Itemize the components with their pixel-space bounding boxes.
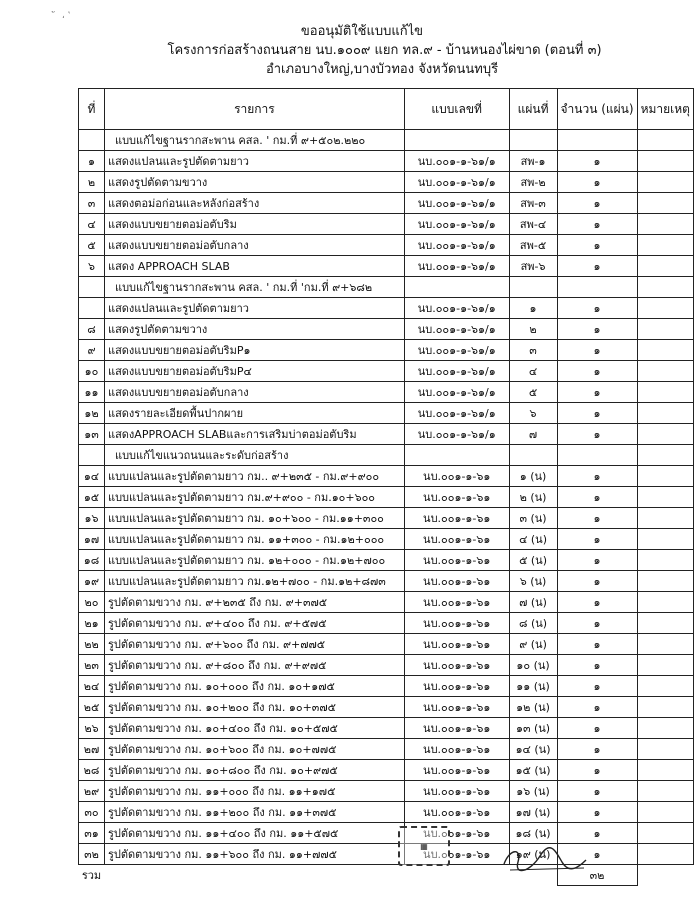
- row-drawing-code: นบ.๐๐๑-๑-๖๑/๑: [404, 298, 509, 319]
- row-number: ๒๒: [79, 634, 105, 655]
- row-drawing-code: นบ.๐๐๑-๑-๖๑/๑: [404, 214, 509, 235]
- row-quantity: [557, 130, 637, 151]
- row-drawing-code: นบ.๐๐๑-๑-๖๑/๑: [404, 172, 509, 193]
- row-sheet-no: ๗ (น): [509, 592, 557, 613]
- row-item: รูปตัดตามขวาง กม. ๑๑+๐๐๐ ถึง กม. ๑๑+๑๗๕: [104, 781, 404, 802]
- row-drawing-code: [404, 130, 509, 151]
- row-quantity: ๑: [557, 382, 637, 403]
- row-sheet-no: สพ-๒: [509, 172, 557, 193]
- row-drawing-code: นบ.๐๐๑-๑-๖๑: [404, 697, 509, 718]
- row-remarks: [637, 298, 693, 319]
- row-item: รูปตัดตามขวาง กม. ๙+๘๐๐ ถึง กม. ๙+๙๗๕: [104, 655, 404, 676]
- section-row: [79, 445, 694, 466]
- column-header-sheet-no: แผ่นที่: [509, 89, 557, 130]
- row-quantity: ๑: [557, 298, 637, 319]
- row-item: แบบแปลนและรูปตัดตามยาว กม. ๑๑+๓๐๐ - กม.๑๒+๐๐๐: [104, 529, 404, 550]
- row-remarks: [637, 529, 693, 550]
- row-number: ๔: [79, 214, 105, 235]
- table-row: [79, 613, 694, 634]
- row-item: รูปตัดตามขวาง กม. ๑๐+๔๐๐ ถึง กม. ๑๐+๕๗๕: [104, 718, 404, 739]
- row-quantity: ๑: [557, 802, 637, 823]
- row-number: ๒๓: [79, 655, 105, 676]
- row-quantity: ๑: [557, 613, 637, 634]
- row-item: รูปตัดตามขวาง กม. ๑๐+๒๐๐ ถึง กม. ๑๐+๓๗๕: [104, 697, 404, 718]
- row-drawing-code: นบ.๐๐๑-๑-๖๑/๑: [404, 424, 509, 445]
- row-drawing-code: นบ.๐๐๑-๑-๖๑: [404, 655, 509, 676]
- row-sheet-no: ๙ (น): [509, 634, 557, 655]
- row-number: ๑๓: [79, 424, 105, 445]
- row-remarks: [637, 655, 693, 676]
- row-number: ๑๘: [79, 550, 105, 571]
- table-row: [79, 193, 694, 214]
- table-row: [79, 466, 694, 487]
- table-row: [79, 655, 694, 676]
- table-row: [79, 718, 694, 739]
- row-remarks: [637, 214, 693, 235]
- row-item: แสดงแบบขยายตอม่อตับริม: [104, 214, 404, 235]
- row-remarks: [637, 424, 693, 445]
- row-drawing-code: นบ.๐๐๑-๑-๖๑: [404, 718, 509, 739]
- row-number: ๓๒: [79, 844, 105, 865]
- signature: [500, 842, 590, 876]
- table-header-row: [79, 89, 694, 130]
- row-sheet-no: [509, 130, 557, 151]
- row-item: แสดงแบบขยายตอม่อตับกลาง: [104, 235, 404, 256]
- row-item: แสดงแปลนและรูปตัดตามยาว: [104, 298, 404, 319]
- row-drawing-code: นบ.๐๐๑-๑-๖๑: [404, 739, 509, 760]
- row-drawing-code: นบ.๐๐๑-๑-๖๑: [404, 823, 509, 844]
- row-remarks: [637, 130, 693, 151]
- row-item: แสดงรูปตัดตามขวาง: [104, 319, 404, 340]
- row-item: รูปตัดตามขวาง กม. ๑๑+๖๐๐ ถึง กม. ๑๑+๗๗๕: [104, 844, 404, 865]
- row-item: แสดงรายละเอียดพื้นปากผาย: [104, 403, 404, 424]
- row-sheet-no: ๒ (น): [509, 487, 557, 508]
- table-row: [79, 571, 694, 592]
- row-drawing-code: นบ.๐๐๑-๑-๖๑/๑: [404, 235, 509, 256]
- table-row: [79, 634, 694, 655]
- row-number: ๑๖: [79, 508, 105, 529]
- row-quantity: ๑: [557, 256, 637, 277]
- row-drawing-code: นบ.๐๐๑-๑-๖๑/๑: [404, 340, 509, 361]
- row-sheet-no: ๑๖ (น): [509, 781, 557, 802]
- row-number: ๒๘: [79, 760, 105, 781]
- row-quantity: [557, 445, 637, 466]
- row-remarks: [637, 571, 693, 592]
- total-quantity: ๓๒: [557, 865, 637, 886]
- row-quantity: ๑: [557, 361, 637, 382]
- table-row: [79, 151, 694, 172]
- row-remarks: [637, 340, 693, 361]
- row-remarks: [637, 319, 693, 340]
- row-item: แสดงแบบขยายตอม่อตับริมP๑: [104, 340, 404, 361]
- row-remarks: [637, 823, 693, 844]
- row-drawing-code: นบ.๐๐๑-๑-๖๑: [404, 613, 509, 634]
- row-number: ๒๖: [79, 718, 105, 739]
- row-sheet-no: ๒: [509, 319, 557, 340]
- row-sheet-no: [509, 277, 557, 298]
- row-number: ๓๑: [79, 823, 105, 844]
- row-drawing-code: นบ.๐๐๑-๑-๖๑: [404, 802, 509, 823]
- column-header-item: รายการ: [104, 89, 404, 130]
- row-item: แสดงAPPROACH SLABและการเสริมบ่าตอม่อตับริม: [104, 424, 404, 445]
- row-drawing-code: นบ.๐๐๑-๑-๖๑: [404, 676, 509, 697]
- table-row: [79, 256, 694, 277]
- row-sheet-no: สพ-๓: [509, 193, 557, 214]
- row-number: [79, 298, 105, 319]
- table-row: [79, 424, 694, 445]
- row-quantity: ๑: [557, 319, 637, 340]
- row-sheet-no: ๑๓ (น): [509, 718, 557, 739]
- row-quantity: ๑: [557, 823, 637, 844]
- drawing-list-table: [78, 88, 694, 886]
- row-quantity: ๑: [557, 172, 637, 193]
- table-row: [79, 823, 694, 844]
- row-remarks: [637, 739, 693, 760]
- row-drawing-code: นบ.๐๐๑-๑-๖๑: [404, 592, 509, 613]
- table-row: [79, 697, 694, 718]
- row-quantity: ๑: [557, 550, 637, 571]
- row-quantity: ๑: [557, 592, 637, 613]
- row-item: แบบแปลนและรูปตัดตามยาว กม. ๑๒+๐๐๐ - กม.๑๒+๗๐๐: [104, 550, 404, 571]
- row-remarks: [637, 403, 693, 424]
- row-drawing-code: นบ.๐๐๑-๑-๖๑/๑: [404, 256, 509, 277]
- row-drawing-code: [404, 445, 509, 466]
- row-drawing-code: นบ.๐๐๑-๑-๖๑: [404, 844, 509, 865]
- row-drawing-code: นบ.๐๐๑-๑-๖๑/๑: [404, 319, 509, 340]
- row-remarks: [637, 844, 693, 865]
- row-drawing-code: นบ.๐๐๑-๑-๖๑: [404, 466, 509, 487]
- row-quantity: ๑: [557, 235, 637, 256]
- row-sheet-no: ๔: [509, 361, 557, 382]
- row-item: แบบแก้ไขฐานรากสะพาน คสล. ' กม.ที่ ๙+๕๐๒.๒๒๐: [104, 130, 404, 151]
- row-quantity: ๑: [557, 529, 637, 550]
- row-number: ๓: [79, 193, 105, 214]
- row-item: รูปตัดตามขวาง กม. ๑๐+๖๐๐ ถึง กม. ๑๐+๗๗๕: [104, 739, 404, 760]
- row-item: รูปตัดตามขวาง กม. ๙+๔๐๐ ถึง กม. ๙+๕๗๕: [104, 613, 404, 634]
- row-remarks: [637, 802, 693, 823]
- row-sheet-no: ๕ (น): [509, 550, 557, 571]
- table-row: [79, 361, 694, 382]
- row-remarks: [637, 592, 693, 613]
- row-item: รูปตัดตามขวาง กม. ๑๐+๘๐๐ ถึง กม. ๑๐+๙๗๕: [104, 760, 404, 781]
- row-sheet-no: ๑๒ (น): [509, 697, 557, 718]
- row-number: ๑: [79, 151, 105, 172]
- row-remarks: [637, 445, 693, 466]
- row-sheet-no: ๓: [509, 340, 557, 361]
- row-sheet-no: สพ-๕: [509, 235, 557, 256]
- row-quantity: ๑: [557, 781, 637, 802]
- row-drawing-code: นบ.๐๐๑-๑-๖๑: [404, 571, 509, 592]
- row-drawing-code: นบ.๐๐๑-๑-๖๑: [404, 781, 509, 802]
- table-row: [79, 235, 694, 256]
- row-sheet-no: ๗: [509, 424, 557, 445]
- table-row: [79, 844, 694, 865]
- table-row: [79, 760, 694, 781]
- row-item: แบบแปลนและรูปตัดตามยาว กม. ๑๐+๖๐๐ - กม.๑๑+๓๐๐: [104, 508, 404, 529]
- row-remarks: [637, 235, 693, 256]
- row-number: ๑๑: [79, 382, 105, 403]
- table-row: [79, 382, 694, 403]
- row-remarks: [637, 676, 693, 697]
- row-quantity: ๑: [557, 760, 637, 781]
- row-quantity: ๑: [557, 466, 637, 487]
- column-header-remarks: หมายเหตุ: [637, 89, 693, 130]
- row-drawing-code: นบ.๐๐๑-๑-๖๑: [404, 634, 509, 655]
- row-drawing-code: นบ.๐๐๑-๑-๖๑: [404, 550, 509, 571]
- row-drawing-code: นบ.๐๐๑-๑-๖๑/๑: [404, 403, 509, 424]
- row-item: รูปตัดตามขวาง กม. ๑๐+๐๐๐ ถึง กม. ๑๐+๑๗๕: [104, 676, 404, 697]
- row-sheet-no: ๑๔ (น): [509, 739, 557, 760]
- row-number: [79, 445, 105, 466]
- row-quantity: ๑: [557, 697, 637, 718]
- row-remarks: [637, 781, 693, 802]
- row-quantity: ๑: [557, 403, 637, 424]
- row-sheet-no: ๑๑ (น): [509, 676, 557, 697]
- row-item: รูปตัดตามขวาง กม. ๑๑+๔๐๐ ถึง กม. ๑๑+๕๗๕: [104, 823, 404, 844]
- row-item: แสดงแบบขยายตอม่อตับริมP๔: [104, 361, 404, 382]
- row-remarks: [637, 634, 693, 655]
- row-item: แบบแก้ไขฐานรากสะพาน คสล. ' กม.ที่ 'กม.ที่ ๙+๖๘๒: [104, 277, 404, 298]
- row-number: ๒๙: [79, 781, 105, 802]
- row-sheet-no: สพ-๑: [509, 151, 557, 172]
- table-row: [79, 529, 694, 550]
- row-number: ๖: [79, 256, 105, 277]
- row-item: แบบแก้ไขแนวถนนและระดับก่อสร้าง: [104, 445, 404, 466]
- row-sheet-no: ๖: [509, 403, 557, 424]
- row-number: ๒๑: [79, 613, 105, 634]
- row-drawing-code: นบ.๐๐๑-๑-๖๑: [404, 760, 509, 781]
- row-drawing-code: นบ.๐๐๑-๑-๖๑: [404, 508, 509, 529]
- row-item: แสดงรูปตัดตามขวาง: [104, 172, 404, 193]
- table-row: [79, 298, 694, 319]
- table-row: [79, 676, 694, 697]
- row-remarks: [637, 697, 693, 718]
- row-item: แบบแปลนและรูปตัดตามยาว กม.๑๒+๗๐๐ - กม.๑๒+๘๗๓: [104, 571, 404, 592]
- row-quantity: ๑: [557, 424, 637, 445]
- row-quantity: [557, 277, 637, 298]
- row-quantity: ๑: [557, 739, 637, 760]
- column-header-drawing-code: แบบเลขที่: [404, 89, 509, 130]
- row-drawing-code: นบ.๐๐๑-๑-๖๑/๑: [404, 361, 509, 382]
- row-remarks: [637, 718, 693, 739]
- row-remarks: [637, 193, 693, 214]
- table-row: [79, 487, 694, 508]
- row-sheet-no: [509, 445, 557, 466]
- row-drawing-code: [404, 277, 509, 298]
- row-number: ๒๐: [79, 592, 105, 613]
- row-number: [79, 130, 105, 151]
- table-row: [79, 802, 694, 823]
- column-header-no: ที่: [79, 89, 105, 130]
- row-remarks: [637, 760, 693, 781]
- row-item: แสดงแปลนและรูปตัดตามยาว: [104, 151, 404, 172]
- row-drawing-code: นบ.๐๐๑-๑-๖๑: [404, 529, 509, 550]
- scan-mark: ั ، ‛: [55, 11, 71, 21]
- row-number: ๕: [79, 235, 105, 256]
- row-number: [79, 277, 105, 298]
- row-item: แสดง APPROACH SLAB: [104, 256, 404, 277]
- row-sheet-no: ๑ (น): [509, 466, 557, 487]
- document-title: ขออนุมัติใช้แบบแก้ไข: [300, 24, 424, 39]
- official-stamp: ▦: [398, 826, 450, 866]
- row-sheet-no: ๕: [509, 382, 557, 403]
- row-number: ๒: [79, 172, 105, 193]
- row-item: รูปตัดตามขวาง กม. ๙+๖๐๐ ถึง กม. ๙+๗๗๕: [104, 634, 404, 655]
- row-quantity: ๑: [557, 718, 637, 739]
- row-remarks: [637, 277, 693, 298]
- table-row: [79, 508, 694, 529]
- document-header: [0, 22, 694, 79]
- row-quantity: ๑: [557, 340, 637, 361]
- row-number: ๑๕: [79, 487, 105, 508]
- row-quantity: ๑: [557, 151, 637, 172]
- row-sheet-no: สพ-๖: [509, 256, 557, 277]
- row-sheet-no: ๑๙ (น): [509, 844, 557, 865]
- row-sheet-no: ๑: [509, 298, 557, 319]
- table-row: [79, 781, 694, 802]
- row-quantity: ๑: [557, 508, 637, 529]
- row-quantity: ๑: [557, 571, 637, 592]
- row-remarks: [637, 361, 693, 382]
- row-sheet-no: ๓ (น): [509, 508, 557, 529]
- row-remarks: [637, 613, 693, 634]
- row-remarks: [637, 466, 693, 487]
- row-quantity: ๑: [557, 655, 637, 676]
- row-number: ๙: [79, 340, 105, 361]
- row-quantity: ๑: [557, 634, 637, 655]
- row-remarks: [637, 172, 693, 193]
- row-sheet-no: ๑๗ (น): [509, 802, 557, 823]
- section-row: [79, 130, 694, 151]
- table-row: [79, 172, 694, 193]
- row-sheet-no: ๑๘ (น): [509, 823, 557, 844]
- row-remarks: [637, 508, 693, 529]
- row-sheet-no: ๑๐ (น): [509, 655, 557, 676]
- row-remarks: [637, 382, 693, 403]
- row-sheet-no: ๑๕ (น): [509, 760, 557, 781]
- row-number: ๒๕: [79, 697, 105, 718]
- table-body: [79, 130, 694, 865]
- row-number: ๘: [79, 319, 105, 340]
- row-item: แบบแปลนและรูปตัดตามยาว กม.. ๙+๒๓๕ - กม.๙+๙๐๐: [104, 466, 404, 487]
- row-number: ๑๒: [79, 403, 105, 424]
- table-row: [79, 214, 694, 235]
- row-drawing-code: นบ.๐๐๑-๑-๖๑/๑: [404, 193, 509, 214]
- table-row: [79, 340, 694, 361]
- row-drawing-code: นบ.๐๐๑-๑-๖๑/๑: [404, 382, 509, 403]
- row-item: แสดงแบบขยายตอม่อตับกลาง: [104, 382, 404, 403]
- row-number: ๑๗: [79, 529, 105, 550]
- row-sheet-no: ๔ (น): [509, 529, 557, 550]
- table-row: [79, 550, 694, 571]
- row-drawing-code: นบ.๐๐๑-๑-๖๑/๑: [404, 151, 509, 172]
- table-row: [79, 319, 694, 340]
- row-number: ๒๔: [79, 676, 105, 697]
- project-name: โครงการก่อสร้างถนนสาย นบ.๑๐๐๙ แยก ทล.๙ - บ้านหนองไผ่ขาด (ตอนที่ ๓): [167, 43, 602, 58]
- row-remarks: [637, 550, 693, 571]
- row-quantity: ๑: [557, 487, 637, 508]
- row-item: แบบแปลนและรูปตัดตามยาว กม.๙+๙๐๐ - กม.๑๐+๖๐๐: [104, 487, 404, 508]
- column-header-quantity: จำนวน (แผ่น): [557, 89, 637, 130]
- row-number: ๓๐: [79, 802, 105, 823]
- row-remarks: [637, 256, 693, 277]
- table-row: [79, 739, 694, 760]
- row-quantity: ๑: [557, 214, 637, 235]
- row-sheet-no: ๘ (น): [509, 613, 557, 634]
- table-row: [79, 592, 694, 613]
- row-drawing-code: นบ.๐๐๑-๑-๖๑: [404, 487, 509, 508]
- section-row: [79, 277, 694, 298]
- total-row: [79, 865, 694, 886]
- row-sheet-no: ๖ (น): [509, 571, 557, 592]
- row-number: ๑๙: [79, 571, 105, 592]
- project-location: อำเภอบางใหญ่,บางบัวทอง จังหวัดนนทบุรี: [265, 62, 499, 77]
- row-number: ๑๐: [79, 361, 105, 382]
- row-item: แสดงตอม่อก่อนและหลังก่อสร้าง: [104, 193, 404, 214]
- row-item: รูปตัดตามขวาง กม. ๑๑+๒๐๐ ถึง กม. ๑๑+๓๗๕: [104, 802, 404, 823]
- row-sheet-no: สพ-๔: [509, 214, 557, 235]
- row-remarks: [637, 487, 693, 508]
- row-quantity: ๑: [557, 676, 637, 697]
- row-item: รูปตัดตามขวาง กม. ๙+๒๓๕ ถึง กม. ๙+๓๗๕: [104, 592, 404, 613]
- row-number: ๒๗: [79, 739, 105, 760]
- total-label: รวม: [79, 865, 105, 886]
- table-row: [79, 403, 694, 424]
- row-quantity: ๑: [557, 844, 637, 865]
- row-quantity: ๑: [557, 193, 637, 214]
- row-number: ๑๔: [79, 466, 105, 487]
- row-remarks: [637, 151, 693, 172]
